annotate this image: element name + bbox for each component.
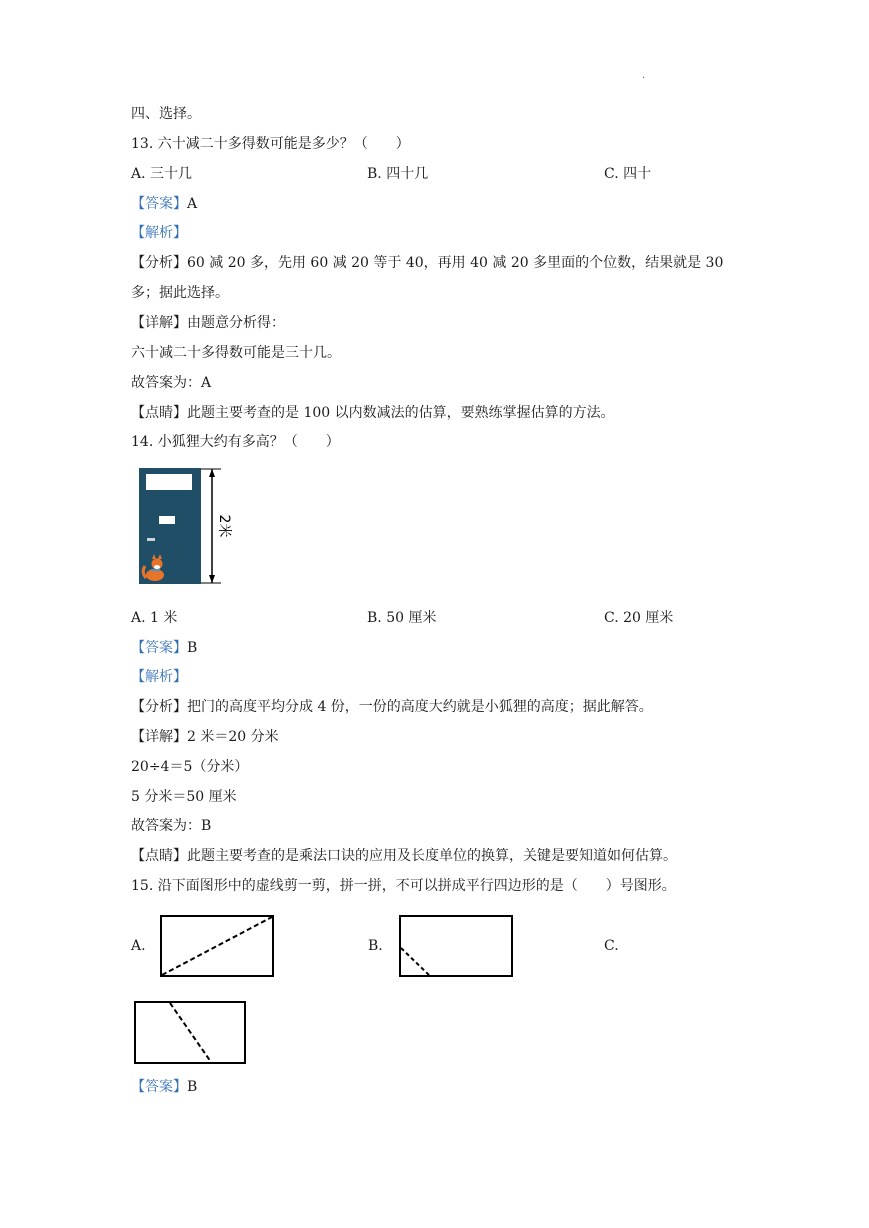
door-plate <box>159 516 175 524</box>
q14-analysis-tag: 【解析】 <box>131 669 187 685</box>
q15-label-b: B. <box>368 938 383 954</box>
q14-option-a: A. 1 米 <box>131 610 178 626</box>
q14-step1: 2 米＝20 分米 <box>187 729 279 745</box>
q14-question: 14. 小狐狸大约有多高？（ ） <box>131 434 340 450</box>
q14-option-c: C. 20 厘米 <box>604 610 674 626</box>
section-title: 四、选择。 <box>131 106 201 122</box>
door-window <box>146 474 192 490</box>
q14-fenxi <box>131 697 653 717</box>
q13-option-a: A. 三十几 <box>131 166 193 182</box>
q13-conclusion: 故答案为：A <box>131 375 212 391</box>
answer-tag: 【答案】 <box>131 1079 187 1095</box>
q14-conclusion: 故答案为：B <box>131 818 212 834</box>
q13-dianjing-text: 此题主要考查的是 100 以内数减法的估算，要熟练掌握估算的方法。 <box>187 405 615 421</box>
q13-work: 六十减二十多得数可能是三十几。 <box>131 345 341 361</box>
dianjing-tag: 【点睛】 <box>131 405 187 421</box>
shape-c <box>134 1001 246 1064</box>
q14-step3: 5 分米＝50 厘米 <box>131 789 237 805</box>
header-mark: . <box>642 70 646 81</box>
answer-tag: 【答案】 <box>131 640 187 656</box>
shape-a <box>160 915 274 977</box>
dimension-arrow-down <box>209 575 215 583</box>
q13-option-b: B. 四十几 <box>367 166 429 182</box>
q14-step2: 20÷4＝5（分米） <box>131 759 249 775</box>
xiangjie-tag: 【详解】 <box>131 315 187 331</box>
fenxi-tag: 【分析】 <box>131 255 187 271</box>
q13-fenxi-line1 <box>131 253 723 273</box>
q14-answer: B <box>187 640 198 656</box>
q15-answer-line <box>131 1077 197 1097</box>
xiangjie-tag: 【详解】 <box>131 729 187 745</box>
q14-dianjing-text: 此题主要考查的是乘法口诀的应用及长度单位的换算，关键是要知道如何估算。 <box>187 848 677 864</box>
cut-line-b <box>401 948 429 975</box>
q14-xiangjie <box>131 727 279 747</box>
cut-line-a <box>162 917 272 975</box>
q13-question: 13. 六十减二十多得数可能是多少？（ ） <box>131 136 410 152</box>
dimension-arrow-up <box>209 469 215 477</box>
q13-option-c: C. 四十 <box>604 166 652 182</box>
q14-dianjing <box>131 846 677 866</box>
q15-question: 15. 沿下面图形中的虚线剪一剪，拼一拼，不可以拼成平行四边形的是（ ）号图形。 <box>131 878 676 894</box>
q13-analysis-tag: 【解析】 <box>131 225 187 241</box>
q13-xiangjie-text: 由题意分析得： <box>187 315 285 331</box>
door-handle <box>147 538 155 541</box>
dimension-label: 2米 <box>216 514 232 538</box>
q15-label-c: C. <box>604 938 619 954</box>
q14-answer-line <box>131 638 197 658</box>
q13-fenxi-line2: 多；据此选择。 <box>131 285 229 301</box>
cut-line-c <box>170 1003 211 1062</box>
q13-dianjing <box>131 403 615 423</box>
fenxi-tag: 【分析】 <box>131 699 187 715</box>
q15-answer: B <box>187 1079 198 1095</box>
answer-tag: 【答案】 <box>131 196 187 212</box>
dianjing-tag: 【点睛】 <box>131 848 187 864</box>
q13-fenxi-text: 60 减 20 多，先用 60 减 20 等于 40，再用 40 减 20 多里面的个位数，结果就是 30 <box>187 255 724 271</box>
q14-fenxi-text: 把门的高度平均分成 4 份，一份的高度大约就是小狐狸的高度；据此解答。 <box>187 699 653 715</box>
q13-answer: A <box>187 196 198 212</box>
q15-label-a: A. <box>131 938 146 954</box>
q14-option-b: B. 50 厘米 <box>367 610 437 626</box>
q13-xiangjie <box>131 313 285 333</box>
shape-b <box>399 915 513 977</box>
door-figure <box>139 468 249 586</box>
q13-answer-line <box>131 194 197 214</box>
